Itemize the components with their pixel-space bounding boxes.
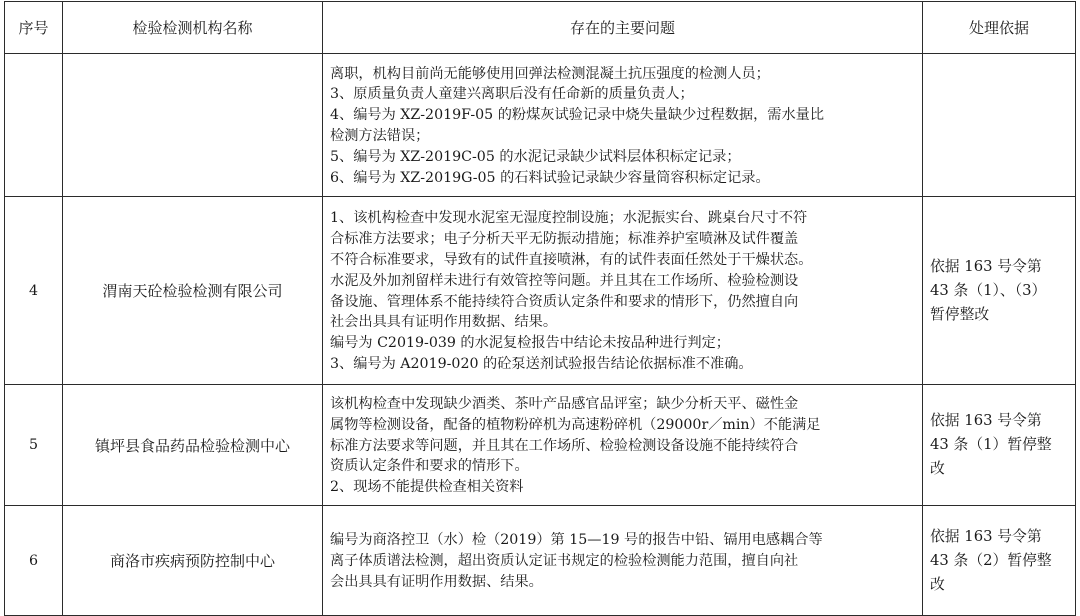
org-name xyxy=(63,54,323,197)
handling-basis xyxy=(923,54,1076,197)
issue-line: 3、原质量负责人童建兴离职后没有任命新的质量负责人； xyxy=(330,86,694,103)
header-no: 序号 xyxy=(5,2,63,54)
row-number: 6 xyxy=(5,506,63,616)
handling-basis xyxy=(923,506,1076,616)
header-handling-basis: 处理依据 xyxy=(923,2,1076,54)
issue-line: 资质认定条件和要求的情形下。 xyxy=(330,458,529,475)
issue-text xyxy=(323,385,923,506)
issue-line: 备设施、管理体系不能持续符合资质认定条件和要求的情形下，仍然擅自向 xyxy=(330,293,799,310)
issue-line: 3、编号为 A2019-020 的砼泵送剂试验报告结论依据标准不准确。 xyxy=(330,355,753,372)
handling-basis xyxy=(923,197,1076,385)
handling-basis xyxy=(923,385,1076,506)
basis-line: 依据 163 号令第 xyxy=(930,412,1042,429)
issue-line: 属物等检测设备，配备的植物粉碎机为高速粉碎机（29000r／min）不能满足 xyxy=(330,416,821,433)
issue-line: 社会出具具有证明作用数据、结果。 xyxy=(330,314,558,331)
table-row xyxy=(5,506,1076,616)
header-main-issues: 存在的主要问题 xyxy=(323,2,923,54)
issue-line: 1、该机构检查中发现水泥室无湿度控制设施；水泥振实台、跳桌台尺寸不符 xyxy=(330,210,808,227)
issue-line: 6、编号为 XZ-2019G-05 的石料试验记录缺少容量筒容积标定记录。 xyxy=(330,169,770,186)
issue-line: 会出具具有证明作用数据、结果。 xyxy=(330,573,543,590)
inspection-issues-table xyxy=(4,1,1076,616)
org-name: 渭南天砼检验检测有限公司 xyxy=(63,197,323,385)
issue-line: 4、编号为 XZ-2019F-05 的粉煤灰试验记录中烧失量缺少过程数据，需水量比 xyxy=(330,107,825,124)
basis-line: 暂停整改 xyxy=(930,305,990,323)
issue-text xyxy=(323,54,923,197)
basis-line: 43 条（1）暂停整 xyxy=(930,436,1052,453)
issue-text xyxy=(323,506,923,616)
table-header-row xyxy=(5,2,1076,54)
issue-line: 水泥及外加剂留样未进行有效管控等问题。并且其在工作场所、检验检测设 xyxy=(330,272,799,289)
issue-line: 编号为商洛控卫（水）检（2019）第 15—19 号的报告中铅、镉用电感耦合等 xyxy=(330,532,823,549)
org-name: 镇坪县食品药品检验检测中心 xyxy=(63,385,323,506)
basis-line: 改 xyxy=(930,460,945,477)
basis-line: 依据 163 号令第 xyxy=(930,257,1042,275)
issue-line: 检测方法错误； xyxy=(330,128,430,144)
table-row xyxy=(5,197,1076,385)
issue-line: 离子体质谱法检测，超出资质认定证书规定的检验检测能力范围，擅自向社 xyxy=(330,553,799,570)
basis-line: 改 xyxy=(930,575,945,593)
table-row xyxy=(5,54,1076,197)
issue-line: 不符合标准要求，导致有的试件直接喷淋，有的试件表面任然处于干燥状态。 xyxy=(330,251,813,268)
basis-line: 43 条（2）暂停整 xyxy=(930,551,1052,569)
header-org-name: 检验检测机构名称 xyxy=(63,2,323,54)
table-row xyxy=(5,385,1076,506)
issue-line: 标准方法要求等问题，并且其在工作场所、检验检测设备设施不能持续符合 xyxy=(330,437,799,454)
row-number xyxy=(5,54,63,197)
issue-line: 编号为 C2019-039 的水泥复检报告中结论未按品种进行判定； xyxy=(330,335,730,352)
issue-line: 离职，机构目前尚无能够使用回弹法检测混凝土抗压强度的检测人员； xyxy=(330,65,770,82)
basis-line: 依据 163 号令第 xyxy=(930,527,1042,545)
org-name: 商洛市疾病预防控制中心 xyxy=(63,506,323,616)
issue-line: 5、编号为 XZ-2019C-05 的水泥记录缺少试料层体积标定记录； xyxy=(330,148,741,165)
issue-line: 合标准方法要求；电子分析天平无防振动措施；标准养护室喷淋及试件覆盖 xyxy=(330,231,799,248)
issue-text xyxy=(323,197,923,385)
row-number: 4 xyxy=(5,197,63,385)
row-number: 5 xyxy=(5,385,63,506)
issue-line: 2、现场不能提供检查相关资料 xyxy=(330,479,524,496)
basis-line: 43 条（1）、（3） xyxy=(930,281,1047,299)
issue-line: 该机构检查中发现缺少酒类、茶叶产品感官品评室；缺少分析天平、磁性金 xyxy=(330,396,799,412)
